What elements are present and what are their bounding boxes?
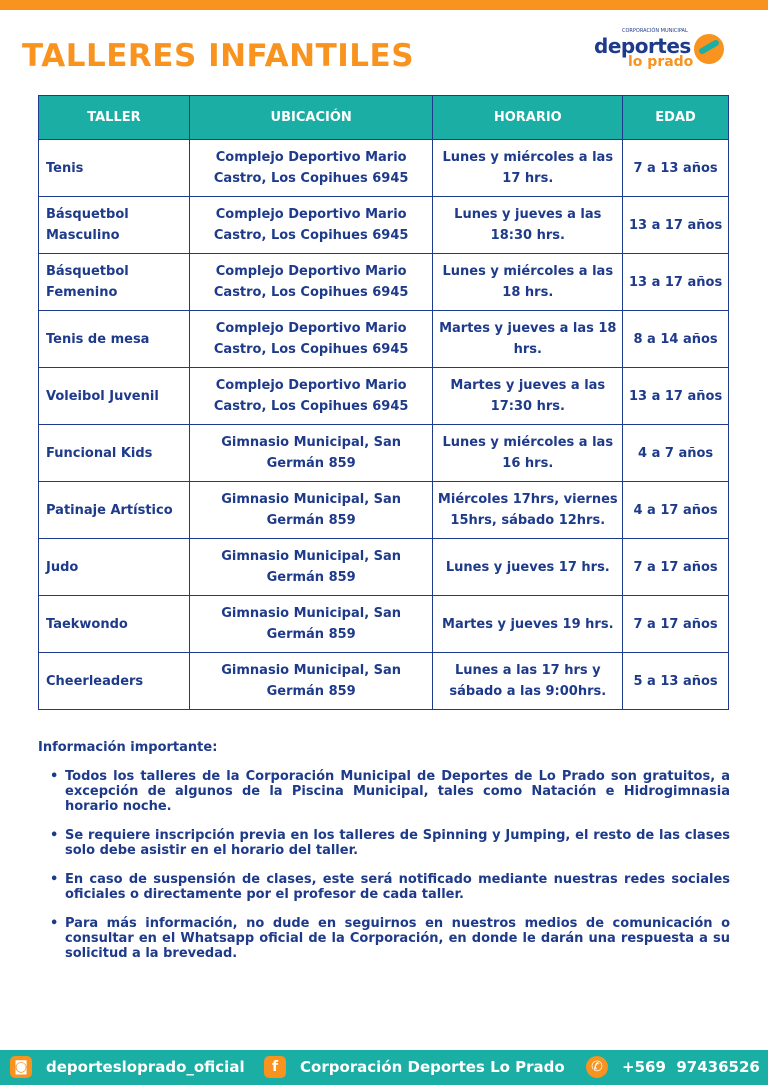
info-list — [38, 769, 730, 961]
cell-ubicacion: Gimnasio Municipal, San Germán 859 — [189, 482, 433, 539]
cell-taller: Judo — [39, 539, 190, 596]
table-row — [39, 368, 729, 425]
cell-ubicacion: Complejo Deportivo Mario Castro, Los Copihues 6945 — [189, 254, 433, 311]
cell-horario: Martes y jueves a las 18 hrs. — [433, 311, 623, 368]
page-title: TALLERES INFANTILES — [22, 38, 415, 74]
column-header: UBICACIÓN — [189, 96, 433, 140]
cell-taller: Tenis — [39, 140, 190, 197]
cell-horario: Martes y jueves 19 hrs. — [433, 596, 623, 653]
table-row — [39, 140, 729, 197]
info-item: • En caso de suspensión de clases, este será notificado mediante nuestras redes sociales oficiales o directamente por el profesor de cada taller. — [38, 872, 730, 902]
cell-ubicacion: Complejo Deportivo Mario Castro, Los Copihues 6945 — [189, 140, 433, 197]
cell-ubicacion: Complejo Deportivo Mario Castro, Los Copihues 6945 — [189, 311, 433, 368]
instagram-icon: ◙ — [10, 1056, 32, 1078]
logo-sub-text: lo prado — [628, 54, 694, 70]
logo-small-text: CORPORACIÓN MUNICIPAL — [622, 28, 688, 34]
info-item: • Todos los talleres de la Corporación Municipal de Deportes de Lo Prado son gratuitos, a excepción de algunos de la Piscina Municipal, tales como Natación e Hidrogimnasia horario noche. — [38, 769, 730, 814]
table-row — [39, 425, 729, 482]
cell-horario: Lunes a las 17 hrs y sábado a las 9:00hrs. — [433, 653, 623, 710]
cell-taller: Cheerleaders — [39, 653, 190, 710]
cell-edad: 13 a 17 años — [623, 254, 729, 311]
cell-taller: Tenis de mesa — [39, 311, 190, 368]
cell-horario: Martes y jueves a las 17:30 hrs. — [433, 368, 623, 425]
cell-ubicacion: Gimnasio Municipal, San Germán 859 — [189, 596, 433, 653]
info-heading: Información importante: — [38, 740, 218, 755]
cell-taller: Básquetbol Masculino — [39, 197, 190, 254]
cell-edad: 7 a 13 años — [623, 140, 729, 197]
info-item: • Para más información, no dude en seguirnos en nuestros medios de comunicación o consultar en el Whatsapp oficial de la Corporación, en donde le darán una respuesta a su solicitud a la brevedad. — [38, 916, 730, 961]
info-item: • Se requiere inscripción previa en los talleres de Spinning y Jumping, el resto de las clases solo debe asistir en el horario del taller. — [38, 828, 730, 858]
table-row — [39, 653, 729, 710]
cell-ubicacion: Complejo Deportivo Mario Castro, Los Copihues 6945 — [189, 368, 433, 425]
column-header: TALLER — [39, 96, 190, 140]
cell-taller: Taekwondo — [39, 596, 190, 653]
table-row — [39, 482, 729, 539]
cell-taller: Patinaje Artístico — [39, 482, 190, 539]
cell-taller: Funcional Kids — [39, 425, 190, 482]
phone-number: +569 97436526 — [622, 1058, 760, 1076]
facebook-link[interactable] — [264, 1056, 565, 1078]
cell-horario: Lunes y jueves 17 hrs. — [433, 539, 623, 596]
cell-edad: 13 a 17 años — [623, 197, 729, 254]
cell-horario: Lunes y miércoles a las 16 hrs. — [433, 425, 623, 482]
cell-taller: Voleibol Juvenil — [39, 368, 190, 425]
cell-horario: Miércoles 17hrs, viernes 15hrs, sábado 12hrs. — [433, 482, 623, 539]
cell-edad: 5 a 13 años — [623, 653, 729, 710]
phone-icon: ✆ — [586, 1056, 608, 1078]
column-header: EDAD — [623, 96, 729, 140]
logo-athlete-icon — [694, 34, 724, 64]
cell-edad: 7 a 17 años — [623, 596, 729, 653]
cell-edad: 8 a 14 años — [623, 311, 729, 368]
cell-horario: Lunes y miércoles a las 17 hrs. — [433, 140, 623, 197]
table-row — [39, 311, 729, 368]
cell-edad: 7 a 17 años — [623, 539, 729, 596]
cell-horario: Lunes y miércoles a las 18 hrs. — [433, 254, 623, 311]
logo-main-text: deportes — [594, 34, 691, 58]
cell-ubicacion: Gimnasio Municipal, San Germán 859 — [189, 425, 433, 482]
phone-link[interactable] — [586, 1056, 760, 1078]
important-info — [38, 740, 730, 975]
cell-taller: Básquetbol Femenino — [39, 254, 190, 311]
cell-ubicacion: Gimnasio Municipal, San Germán 859 — [189, 539, 433, 596]
cell-ubicacion: Gimnasio Municipal, San Germán 859 — [189, 653, 433, 710]
cell-edad: 4 a 17 años — [623, 482, 729, 539]
deportes-lo-prado-logo — [594, 28, 729, 74]
cell-edad: 4 a 7 años — [623, 425, 729, 482]
facebook-icon: f — [264, 1056, 286, 1078]
cell-edad: 13 a 17 años — [623, 368, 729, 425]
top-accent-bar — [0, 0, 768, 10]
instagram-handle: deportesloprado_oficial — [46, 1058, 245, 1076]
instagram-link[interactable] — [10, 1056, 245, 1078]
table-row — [39, 197, 729, 254]
cell-horario: Lunes y jueves a las 18:30 hrs. — [433, 197, 623, 254]
table-row — [39, 254, 729, 311]
table-row — [39, 539, 729, 596]
cell-ubicacion: Complejo Deportivo Mario Castro, Los Copihues 6945 — [189, 197, 433, 254]
table-row — [39, 596, 729, 653]
facebook-page: Corporación Deportes Lo Prado — [300, 1058, 565, 1076]
footer-bar — [0, 1050, 768, 1085]
column-header: HORARIO — [433, 96, 623, 140]
workshops-table — [38, 95, 729, 710]
